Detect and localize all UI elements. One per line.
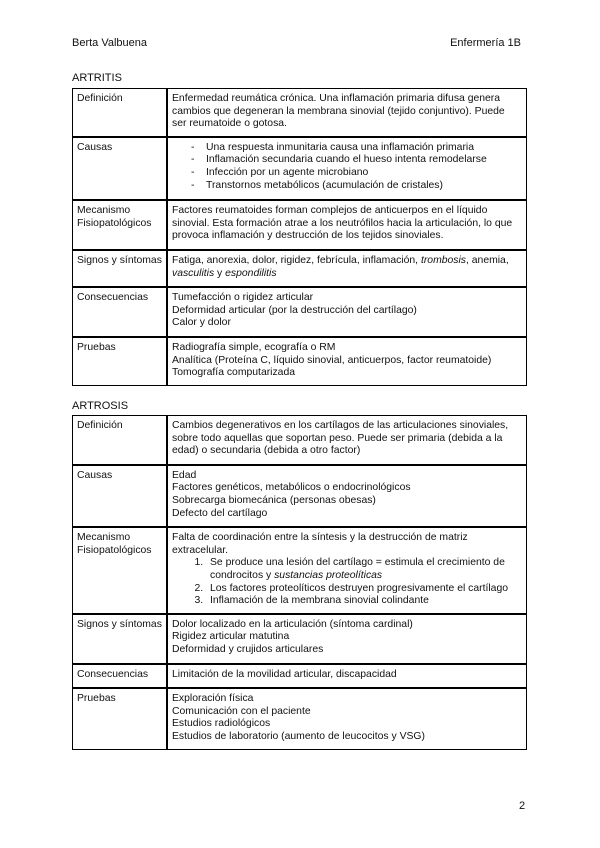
table-row — [73, 416, 527, 465]
row-content: Cambios degenerativos en los cartílagos de las articulaciones sinoviales, sobre todo aquellas que soportan peso. Puede ser primaria (debida a la edad) o secundaria (debida a otro factor) — [167, 416, 527, 465]
table-row — [73, 688, 527, 750]
content-line: Sobrecarga biomecánica (personas obesas) — [172, 494, 376, 506]
signs-italic: vasculitis — [172, 267, 215, 279]
row-label: Causas — [73, 465, 168, 527]
row-content — [167, 688, 527, 750]
table-row — [73, 137, 527, 200]
content-line: Rigidez articular matutina — [172, 631, 290, 643]
artrosis-table — [72, 415, 527, 750]
list-item: - Una respuesta inmunitaria causa una inflamación primaria — [191, 142, 522, 155]
content-line: Calor y dolor — [172, 317, 231, 329]
content-line: Analítica (Proteína C, líquido sinovial, anticuerpos, factor reumatoide) — [172, 354, 492, 366]
section-title-artrosis: ARTROSIS — [72, 400, 129, 412]
row-label: Pruebas — [73, 688, 168, 750]
row-content — [167, 137, 527, 200]
content-line: Comunicación con el paciente — [172, 705, 311, 717]
row-content — [167, 250, 527, 287]
content-line: Edad — [172, 469, 197, 481]
row-content — [167, 465, 527, 527]
row-label: Definición — [73, 416, 168, 465]
table-row — [73, 527, 527, 614]
page-number: 2 — [519, 800, 526, 812]
row-label: Signos y síntomas — [73, 250, 168, 287]
list-item: 2. Los factores proteolíticos destruyen progresivamente el cartílago — [206, 583, 522, 596]
row-content — [167, 287, 527, 337]
list-item — [206, 557, 522, 582]
table-row — [73, 250, 527, 287]
row-label: Definición — [73, 89, 168, 137]
row-content — [167, 337, 527, 385]
mechanism-intro: Falta de coordinación entre la síntesis y la destrucción de matriz extracelular. — [172, 532, 468, 556]
table-row — [73, 337, 527, 385]
row-label: Mecanismo Fisiopatológicos — [73, 200, 168, 250]
content-line: Tomografía computarizada — [172, 367, 296, 379]
header-author: Berta Valbuena — [72, 37, 148, 49]
content-line: Dolor localizado en la articulación (síntoma cardinal) — [172, 618, 413, 630]
content-line: Deformidad y crujidos articulares — [172, 643, 324, 655]
row-content: Enfermedad reumática crónica. Una inflamación primaria difusa genera cambios que degeneran la membrana sinovial (tejido conjuntivo). Puede ser reumatoide o gotosa. — [167, 89, 527, 137]
signs-text: , anemia, — [465, 254, 509, 266]
row-content: Limitación de la movilidad articular, discapacidad — [167, 664, 527, 689]
signs-text: Fatiga, anorexia, dolor, rigidez, febrícula, inflamación, — [172, 254, 421, 266]
signs-italic: trombosis — [420, 254, 466, 266]
artritis-table — [72, 88, 527, 386]
table-row — [73, 664, 527, 689]
signs-italic: espondilitis — [225, 267, 277, 279]
item-text: Se produce una lesión del cartílago = estimula el crecimiento de condrocitos y — [210, 557, 505, 581]
row-content: Factores reumatoides forman complejos de anticuerpos en el líquido sinovial. Esta formación atrae a los neutrófilos hacia la articulación, lo que provoca inflamación y destrucción de los tejidos sinoviales. — [167, 200, 527, 250]
content-line: Radiografía simple, ecografía o RM — [172, 341, 336, 353]
causes-list — [172, 142, 522, 192]
table-row — [73, 614, 527, 664]
table-row — [73, 89, 527, 137]
row-label: Consecuencias — [73, 664, 168, 689]
header-course: Enfermería 1B — [450, 37, 521, 49]
content-line: Factores genéticos, metabólicos o endocrinológicos — [172, 482, 411, 494]
section-title-artritis: ARTRITIS — [72, 72, 122, 84]
signs-text: y — [214, 267, 226, 279]
row-label: Causas — [73, 137, 168, 200]
table-row — [73, 200, 527, 250]
table-row — [73, 465, 527, 527]
list-item: 3. Inflamación de la membrana sinovial colindante — [206, 595, 522, 608]
content-line: Defecto del cartílago — [172, 507, 268, 519]
row-label: Signos y síntomas — [73, 614, 168, 664]
row-label: Pruebas — [73, 337, 168, 385]
content-line: Estudios de laboratorio (aumento de leucocitos y VSG) — [172, 730, 425, 742]
content-line: Tumefacción o rigidez articular — [172, 292, 314, 304]
table-row — [73, 287, 527, 337]
content-line: Estudios radiológicos — [172, 718, 271, 730]
row-label: Consecuencias — [73, 287, 168, 337]
list-item: - Infección por un agente microbiano — [191, 167, 522, 180]
row-content — [167, 614, 527, 664]
list-item: - Inflamación secundaria cuando el hueso intenta remodelarse — [191, 154, 522, 167]
row-label: Mecanismo Fisiopatológicos — [73, 527, 168, 614]
content-line: Exploración física — [172, 693, 254, 705]
item-italic: sustancias proteolíticas — [274, 569, 383, 581]
list-item: - Transtornos metabólicos (acumulación de cristales) — [191, 180, 522, 193]
mechanism-list — [172, 557, 522, 607]
content-line: Deformidad articular (por la destrucción del cartílago) — [172, 304, 417, 316]
row-content — [167, 527, 527, 614]
